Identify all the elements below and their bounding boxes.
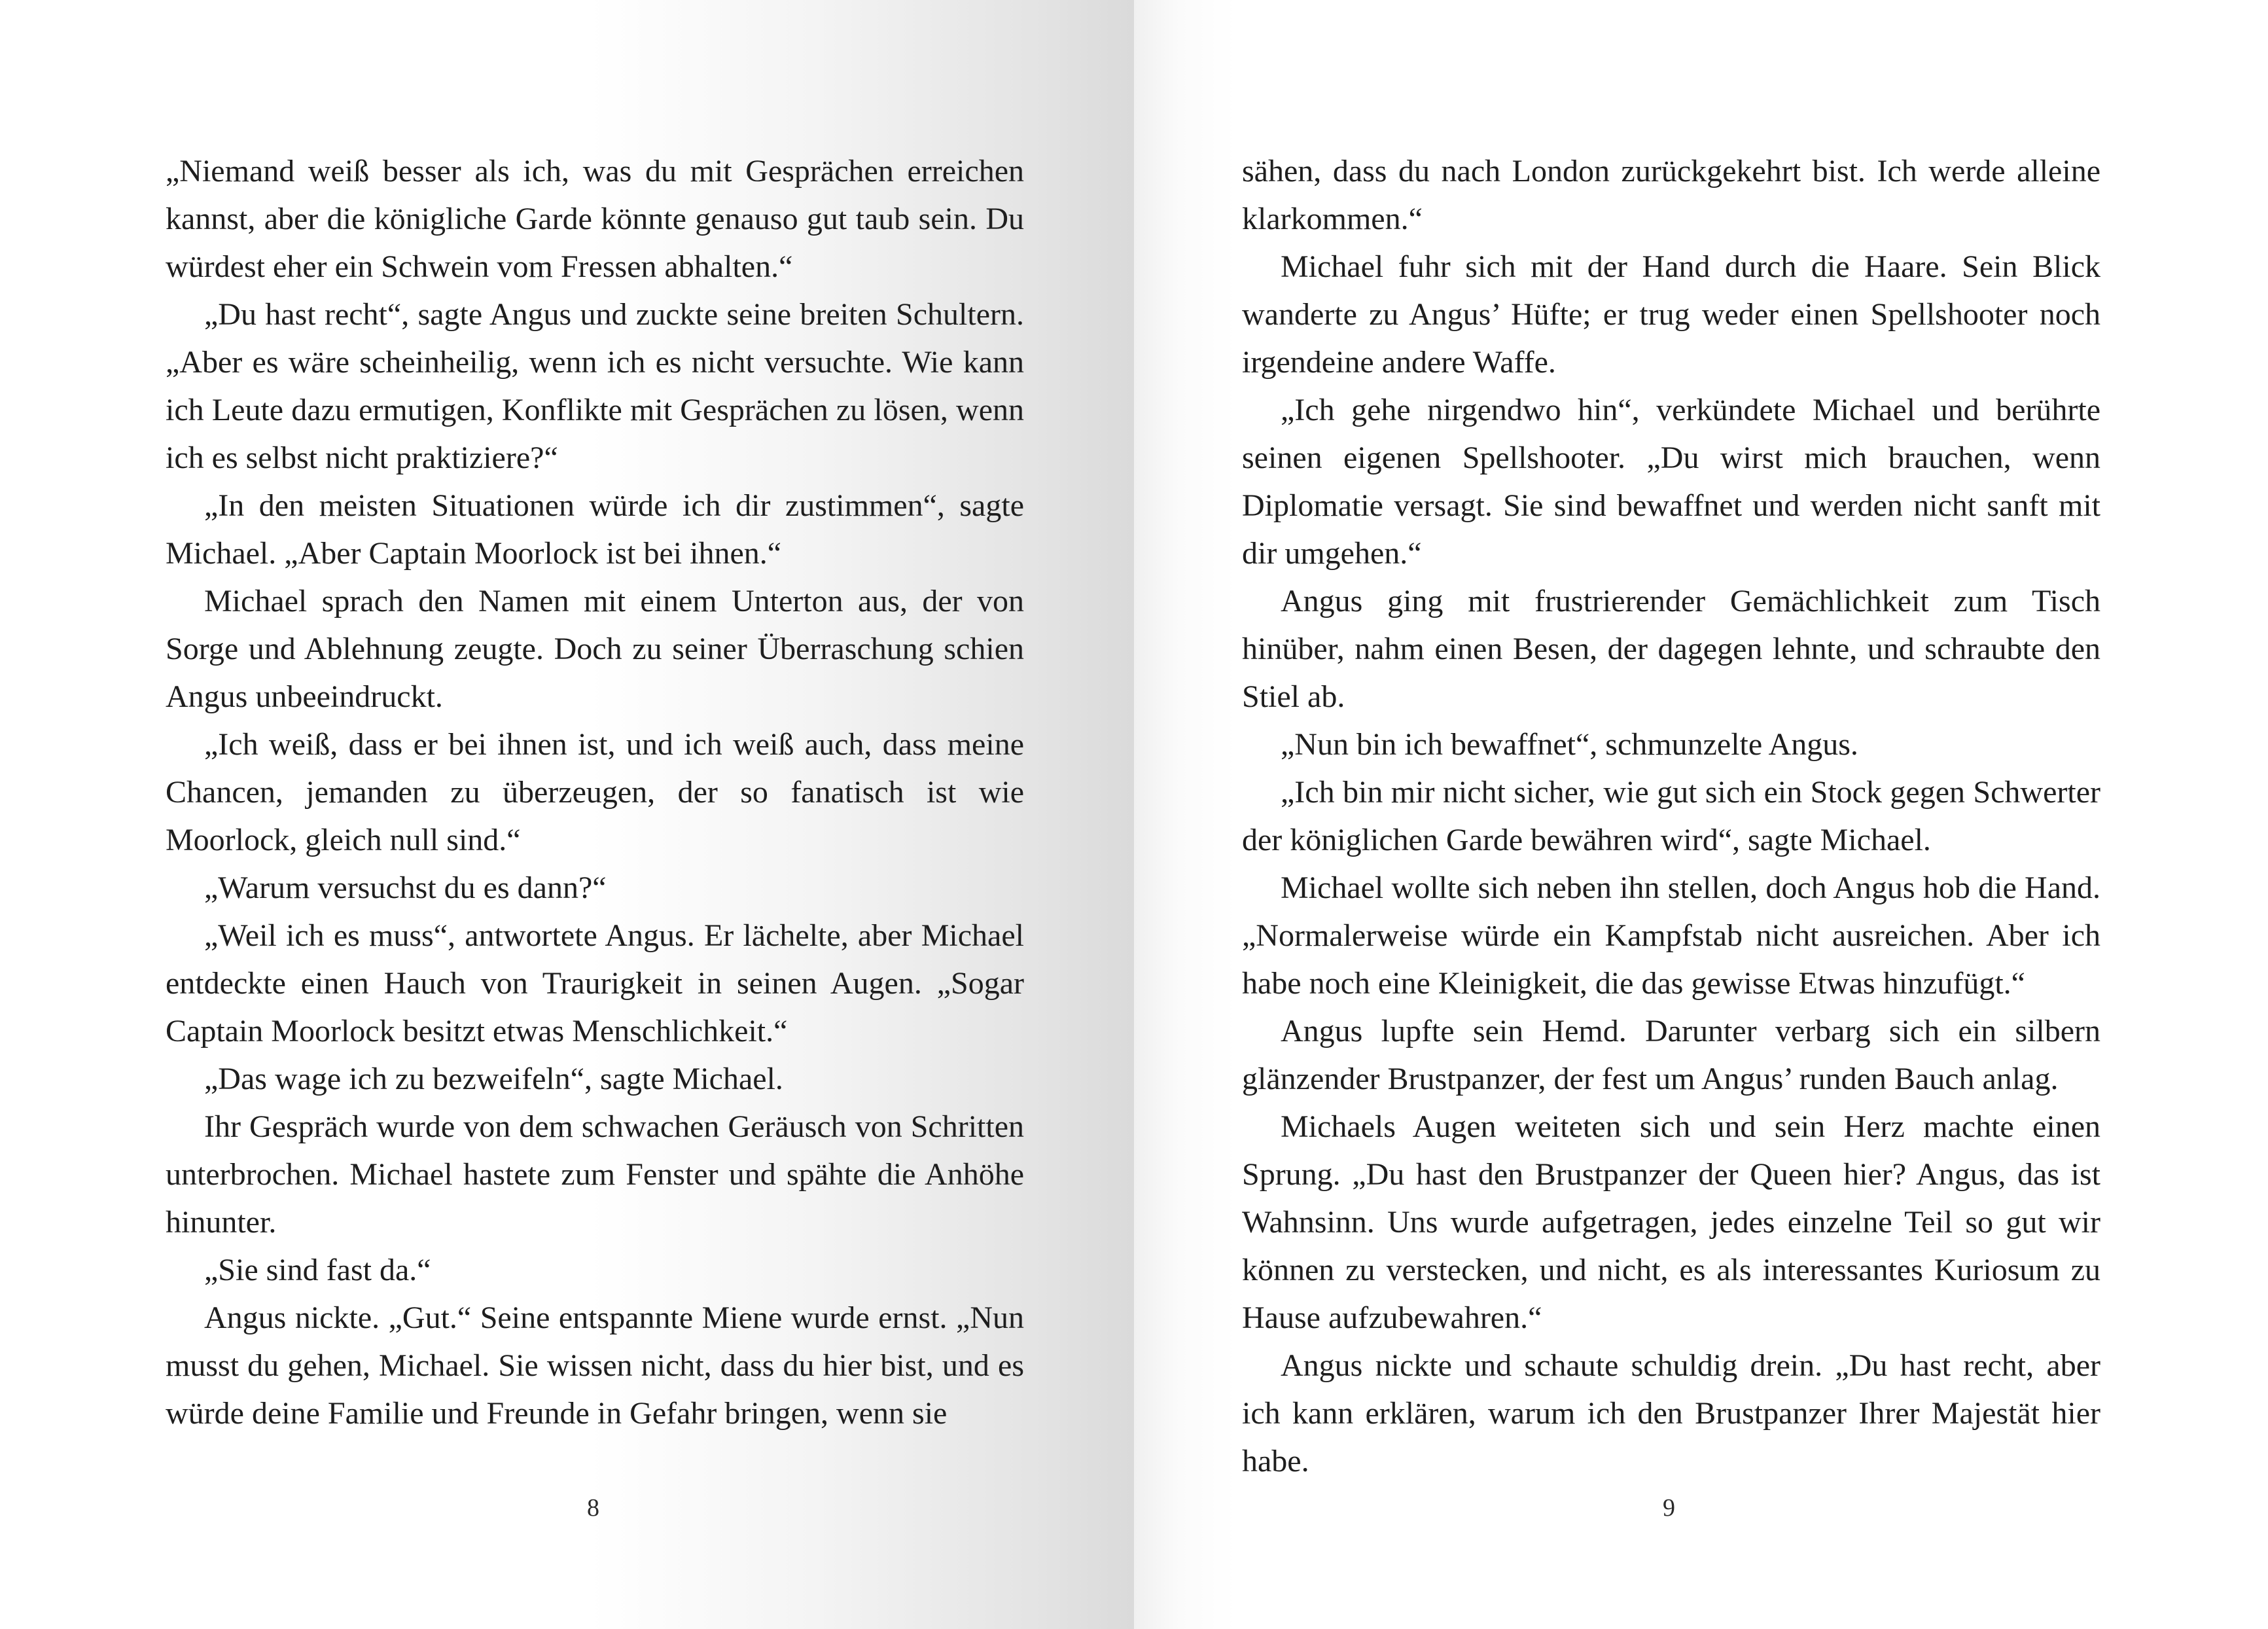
paragraph: „Warum versuchst du es dann?“ [204,870,607,905]
paragraph: „Das wage ich zu bezweifeln“, sagte Michael. [204,1062,783,1096]
paragraph: Michael wollte sich neben ihn stellen, doch Angus hob die Hand. „Normalerweise würde ein Kampfstab nicht ausreichen. Aber ich habe noch eine Kleinigkeit, die das gewisse Etwas hinzufügt.“ [1242,870,2100,1001]
left-page-text [166,147,1024,1437]
page-number: 8 [587,1494,599,1522]
paragraph: „Nun bin ich bewaffnet“, schmunzelte Angus. [1281,727,1858,762]
paragraph: Angus lupfte sein Hemd. Darunter verbarg sich ein silbern glänzender Brustpanzer, der fest um Angus’ runden Bauch anlag. [1242,1014,2100,1096]
paragraph: „Ich bin mir nicht sicher, wie gut sich ein Stock gegen Schwerter der königlichen Garde bewähren wird“, sagte Michael. [1242,775,2100,857]
paragraph: „Niemand weiß besser als ich, was du mit Gesprächen erreichen kannst, aber die königliche Garde könnte genauso gut taub sein. Du würdest eher ein Schwein vom Fressen abhalten.“ [166,154,1024,284]
page-number: 9 [1663,1494,1675,1522]
paragraph: „Du hast recht“, sagte Angus und zuckte seine breiten Schultern. „Aber es wäre scheinheilig, wenn ich es nicht versuchte. Wie kann ich Leute dazu ermutigen, Konflikte mit Gesprächen zu lösen, wenn ich es selbst nicht praktiziere?“ [166,297,1024,475]
right-page-text [1242,147,2100,1485]
paragraph: sähen, dass du nach London zurückgekehrt bist. Ich werde alleine klarkommen.“ [1242,154,2100,236]
paragraph: „Weil ich es muss“, antwortete Angus. Er lächelte, aber Michael entdeckte einen Hauch von Traurigkeit in seinen Augen. „Sogar Captain Moorlock besitzt etwas Menschlichkeit.“ [166,918,1024,1048]
right-page [1134,0,2268,1629]
paragraph: „Ich weiß, dass er bei ihnen ist, und ich weiß auch, dass meine Chancen, jemanden zu überzeugen, der so fanatisch ist wie Moorlock, gleich null sind.“ [166,727,1024,857]
paragraph: Michael sprach den Namen mit einem Unterton aus, der von Sorge und Ablehnung zeugte. Doch zu seiner Überraschung schien Angus unbeeindruckt. [166,584,1024,714]
paragraph: Angus ging mit frustrierender Gemächlichkeit zum Tisch hinüber, nahm einen Besen, der dagegen lehnte, und schraubte den Stiel ab. [1242,584,2100,714]
paragraph: Michael fuhr sich mit der Hand durch die Haare. Sein Blick wanderte zu Angus’ Hüfte; er trug weder einen Spellshooter noch irgendeine andere Waffe. [1242,249,2100,380]
paragraph: „Sie sind fast da.“ [204,1253,431,1287]
paragraph: Angus nickte und schaute schuldig drein. „Du hast recht, aber ich kann erklären, warum ich den Brustpanzer Ihrer Majestät hier habe. [1242,1348,2100,1478]
paragraph: Michaels Augen weiteten sich und sein Herz machte einen Sprung. „Du hast den Brustpanzer der Queen hier? Angus, das ist Wahnsinn. Uns wurde aufgetragen, jedes einzelne Teil so gut wir können zu verstecken, und nicht, es als interessantes Kuriosum zu Hause aufzubewahren.“ [1242,1109,2100,1335]
paragraph: Ihr Gespräch wurde von dem schwachen Geräusch von Schritten unterbrochen. Michael hastete zum Fenster und spähte die Anhöhe hinunter. [166,1109,1024,1240]
paragraph: „Ich gehe nirgendwo hin“, verkündete Michael und berührte seinen eigenen Spellshooter. „Du wirst mich brauchen, wenn Diplomatie versagt. Sie sind bewaffnet und werden nicht sanft mit dir umgehen.“ [1242,393,2100,571]
paragraph: „In den meisten Situationen würde ich dir zustimmen“, sagte Michael. „Aber Captain Moorlock ist bei ihnen.“ [166,488,1024,571]
paragraph: Angus nickte. „Gut.“ Seine entspannte Miene wurde ernst. „Nun musst du gehen, Michael. Sie wissen nicht, dass du hier bist, und es würde deine Familie und Freunde in Gefahr bringen, wenn sie [166,1300,1024,1431]
